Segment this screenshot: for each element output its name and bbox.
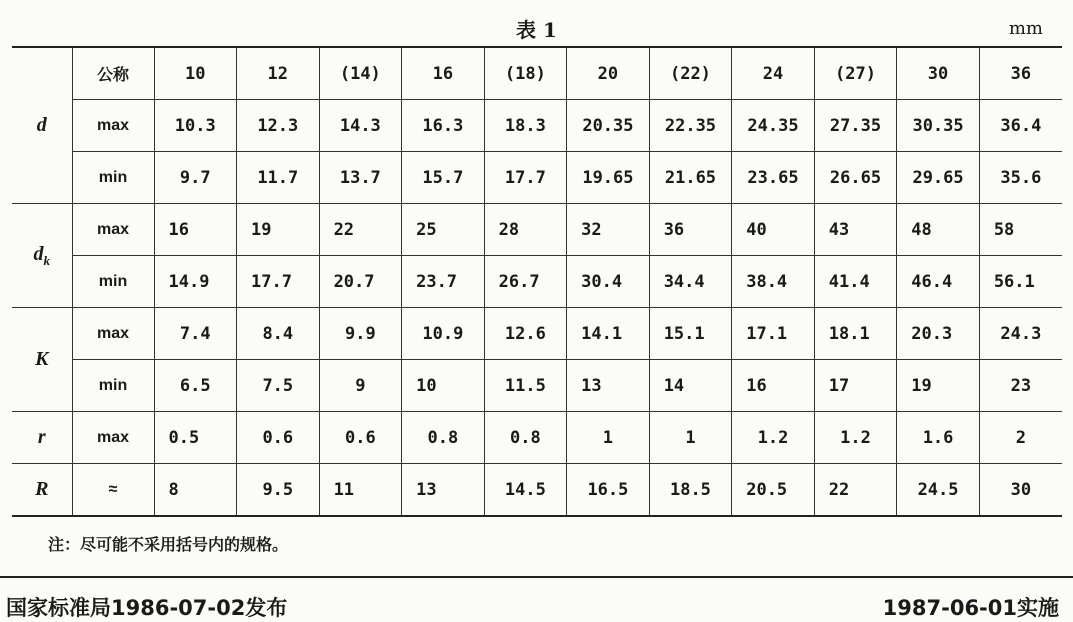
- divider: [0, 576, 1073, 578]
- table-row: [12, 412, 1062, 464]
- cell: 0.8: [484, 412, 567, 464]
- cell: 23.7: [402, 256, 485, 308]
- cell: (27): [814, 47, 897, 100]
- sub-label: min: [72, 152, 154, 204]
- cell: 32: [567, 204, 650, 256]
- cell: 36: [649, 204, 732, 256]
- table-row: [12, 256, 1062, 308]
- cell: 24.35: [732, 100, 815, 152]
- sub-label: 公称: [72, 47, 154, 100]
- cell: 14.1: [567, 308, 650, 360]
- cell: 38.4: [732, 256, 815, 308]
- cell: 25: [402, 204, 485, 256]
- table-title: 表 1: [516, 18, 557, 42]
- sub-label: ≈: [72, 464, 154, 517]
- cell: 30.35: [897, 100, 980, 152]
- cell: 11.7: [237, 152, 320, 204]
- sub-label: min: [72, 256, 154, 308]
- cell: 28: [484, 204, 567, 256]
- cell: 10: [402, 360, 485, 412]
- cell: 27.35: [814, 100, 897, 152]
- cell: (18): [484, 47, 567, 100]
- cell: 12: [237, 47, 320, 100]
- cell: 19: [237, 204, 320, 256]
- cell: 23: [979, 360, 1062, 412]
- cell: 20: [567, 47, 650, 100]
- table-row: [12, 360, 1062, 412]
- cell: 48: [897, 204, 980, 256]
- cell: 16: [402, 47, 485, 100]
- cell: 14: [649, 360, 732, 412]
- subscript-k: k: [43, 252, 50, 268]
- cell: 20.7: [319, 256, 402, 308]
- issue-date: 国家标准局1986-07-02发布: [6, 596, 288, 620]
- cell: 1.6: [897, 412, 980, 464]
- cell: 18.3: [484, 100, 567, 152]
- cell: 16: [154, 204, 237, 256]
- cell: 58: [979, 204, 1062, 256]
- cell: 14.5: [484, 464, 567, 517]
- cell: 17.1: [732, 308, 815, 360]
- cell: 30.4: [567, 256, 650, 308]
- cell: 30: [897, 47, 980, 100]
- cell: 10.9: [402, 308, 485, 360]
- cell: 19.65: [567, 152, 650, 204]
- cell: 13.7: [319, 152, 402, 204]
- cell: 17.7: [484, 152, 567, 204]
- cell: 29.65: [897, 152, 980, 204]
- cell: 36.4: [979, 100, 1062, 152]
- sub-label: max: [72, 412, 154, 464]
- cell: 30: [979, 464, 1062, 517]
- table-row: [12, 152, 1062, 204]
- cell: 0.5: [154, 412, 237, 464]
- cell: 20.35: [567, 100, 650, 152]
- table-row: [12, 308, 1062, 360]
- symbol-r: r: [12, 412, 72, 464]
- cell: 11: [319, 464, 402, 517]
- cell: 1: [649, 412, 732, 464]
- cell: 56.1: [979, 256, 1062, 308]
- cell: 10.3: [154, 100, 237, 152]
- cell: 43: [814, 204, 897, 256]
- cell: 11.5: [484, 360, 567, 412]
- cell: 15.1: [649, 308, 732, 360]
- cell: 12.3: [237, 100, 320, 152]
- sub-label: max: [72, 204, 154, 256]
- cell: 13: [567, 360, 650, 412]
- cell: 6.5: [154, 360, 237, 412]
- cell: 22.35: [649, 100, 732, 152]
- cell: 22: [319, 204, 402, 256]
- cell: 16: [732, 360, 815, 412]
- cell: 13: [402, 464, 485, 517]
- cell: 1.2: [732, 412, 815, 464]
- symbol-dk: [12, 204, 72, 308]
- cell: 14.3: [319, 100, 402, 152]
- cell: 40: [732, 204, 815, 256]
- cell: (14): [319, 47, 402, 100]
- table-row: [12, 204, 1062, 256]
- cell: 41.4: [814, 256, 897, 308]
- cell: 36: [979, 47, 1062, 100]
- cell: 9.7: [154, 152, 237, 204]
- table-row: [12, 464, 1062, 517]
- cell: 7.4: [154, 308, 237, 360]
- cell: 18.1: [814, 308, 897, 360]
- cell: 34.4: [649, 256, 732, 308]
- table-row: [12, 47, 1062, 100]
- cell: 0.6: [319, 412, 402, 464]
- cell: 26.65: [814, 152, 897, 204]
- symbol-R: R: [12, 464, 72, 517]
- cell: 17.7: [237, 256, 320, 308]
- dimension-table: [12, 46, 1062, 517]
- cell: 20.5: [732, 464, 815, 517]
- footnote: 注：尽可能不采用括号内的规格。: [48, 535, 289, 554]
- cell: 8.4: [237, 308, 320, 360]
- effective-date: 1987-06-01实施: [882, 596, 1059, 620]
- cell: 24.5: [897, 464, 980, 517]
- cell: 0.6: [237, 412, 320, 464]
- cell: 19: [897, 360, 980, 412]
- cell: 35.6: [979, 152, 1062, 204]
- cell: 21.65: [649, 152, 732, 204]
- cell: 26.7: [484, 256, 567, 308]
- cell: 2: [979, 412, 1062, 464]
- cell: (22): [649, 47, 732, 100]
- cell: 14.9: [154, 256, 237, 308]
- cell: 15.7: [402, 152, 485, 204]
- sub-label: max: [72, 308, 154, 360]
- unit-label: mm: [1008, 18, 1043, 39]
- symbol-k: K: [12, 308, 72, 412]
- table-row: [12, 100, 1062, 152]
- cell: 12.6: [484, 308, 567, 360]
- cell: 9: [319, 360, 402, 412]
- symbol-dk-text: $d_k$: [33, 242, 50, 268]
- cell: 22: [814, 464, 897, 517]
- cell: 16.3: [402, 100, 485, 152]
- cell: 46.4: [897, 256, 980, 308]
- cell: 1: [567, 412, 650, 464]
- cell: 24.3: [979, 308, 1062, 360]
- cell: 0.8: [402, 412, 485, 464]
- sub-label: min: [72, 360, 154, 412]
- cell: 1.2: [814, 412, 897, 464]
- cell: 9.5: [237, 464, 320, 517]
- cell: 9.9: [319, 308, 402, 360]
- cell: 20.3: [897, 308, 980, 360]
- cell: 23.65: [732, 152, 815, 204]
- cell: 16.5: [567, 464, 650, 517]
- cell: 7.5: [237, 360, 320, 412]
- symbol-d: d: [12, 47, 72, 204]
- cell: 18.5: [649, 464, 732, 517]
- cell: 24: [732, 47, 815, 100]
- sub-label: max: [72, 100, 154, 152]
- cell: 17: [814, 360, 897, 412]
- cell: 8: [154, 464, 237, 517]
- cell: 10: [154, 47, 237, 100]
